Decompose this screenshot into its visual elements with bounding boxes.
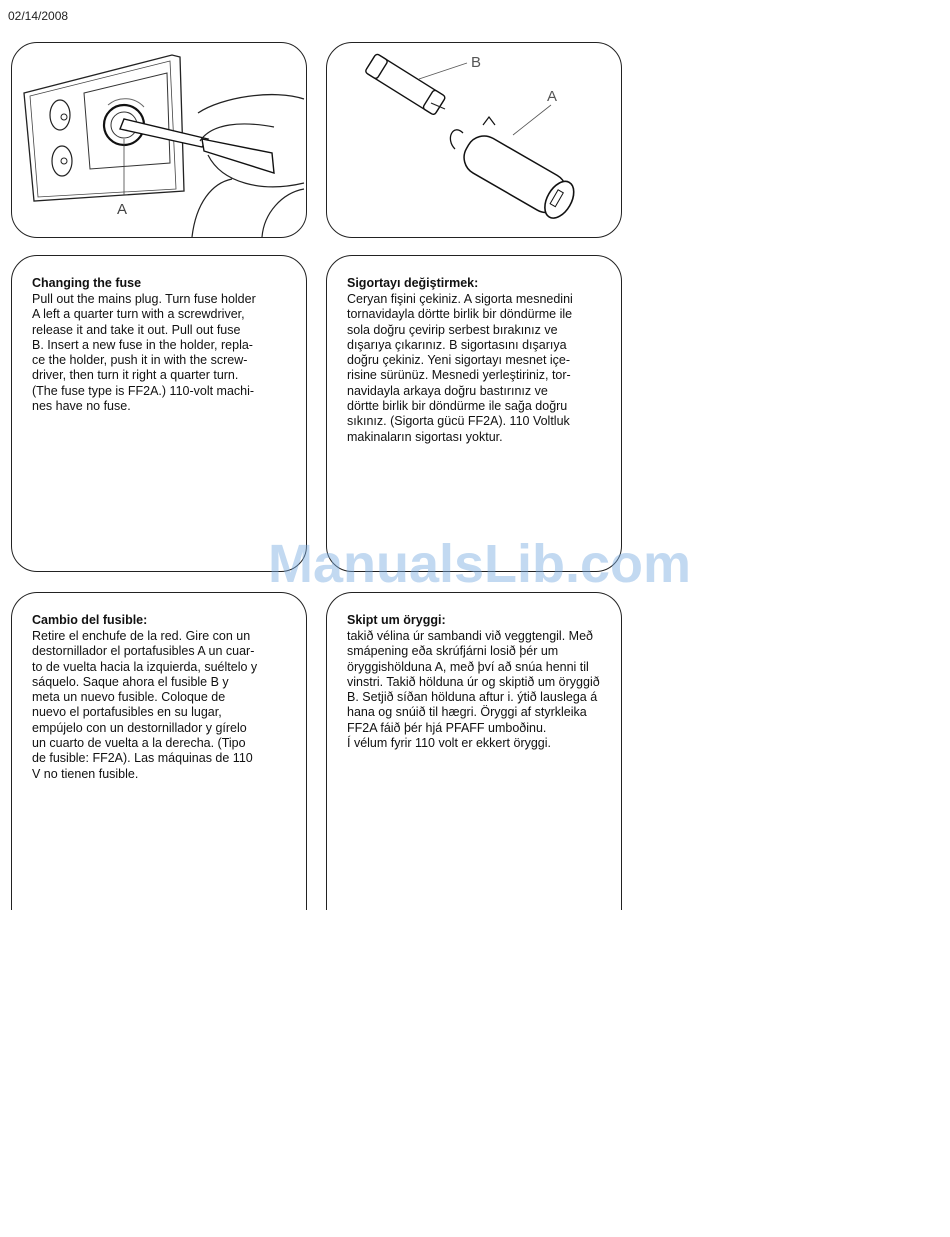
- label-a-right: A: [547, 88, 558, 105]
- section-heading: Changing the fuse: [32, 276, 142, 290]
- section-body: Ceryan fişini çekiniz. A sigorta mesnedini tornavidayla dörtte birlik bir döndürme ile sola doğru çevirip serbest bırakınız ve dışarıya çıkarınız. B sigortasını dışarıya doğru çekiniz. Yeni sigortayı mesnet içe- risine sürünüz. Mesnedi yerleştiriniz, tor- navidayla arkaya doğru bastırınız ve dörtte birlik bir döndürme ile sağa doğru sıkınız. (Sigorta gücü FF2A). 110 Voltluk makinaların sigortası yoktur.: [347, 292, 573, 444]
- section-english: [11, 255, 307, 572]
- section-body: Retire el enchufe de la red. Gire con un destornillador el portafusibles A un cuar- to de vuelta hacia la izquierda, suéltelo y sáquelo. Saque ahora el fusible B y meta un nuevo fusible. Coloque de nuevo el portafusibles en su lugar, empújelo con un destornillador y gírelo un cuarto de vuelta a la derecha. (Tipo de fusible: FF2A). Las máquinas de 110 V no tienen fusible.: [32, 629, 258, 781]
- section-body: Pull out the mains plug. Turn fuse holder A left a quarter turn with a screwdriver, release it and take it out. Pull out fuse B. Insert a new fuse in the holder, repla- ce the holder, push it in with the screw- driver, then turn it right a quarter turn. (The fuse type is FF2A.) 110-volt machi- nes have no fuse.: [32, 292, 256, 414]
- section-heading: Cambio del fusible:: [32, 613, 148, 627]
- watermark-logo: ManualsLib.com: [268, 534, 692, 594]
- section-spanish: [11, 592, 307, 910]
- page-date: 02/14/2008: [8, 9, 69, 23]
- section-icelandic: [326, 592, 622, 910]
- fuse-holder-illustration: [12, 43, 308, 239]
- section-body: takið vélina úr sambandi við veggtengil. Með smápening eða skrúfjárni losið þér um öryggishölduna A, með því að snúa henni til vinstri. Takið hölduna úr og skiptið um öryggið B. Setjið síðan hölduna aftur i. ýtið lauslega á hana og snúið til hægri. Öryggi af styrkleika FF2A fáið þér hjá PFAFF umboðinu. Í vélum fyrir 110 volt er ekkert öryggi.: [347, 629, 600, 751]
- section-heading: Sigortayı değiştirmek:: [347, 276, 479, 290]
- label-b: B: [471, 54, 482, 71]
- section-heading: Skipt um öryggi:: [347, 613, 446, 627]
- label-a-left: A: [117, 201, 128, 218]
- illustration-panel-left: [11, 42, 307, 238]
- section-turkish: [326, 255, 622, 572]
- illustration-panel-right: [326, 42, 622, 238]
- fuse-and-holder-illustration: [327, 43, 623, 239]
